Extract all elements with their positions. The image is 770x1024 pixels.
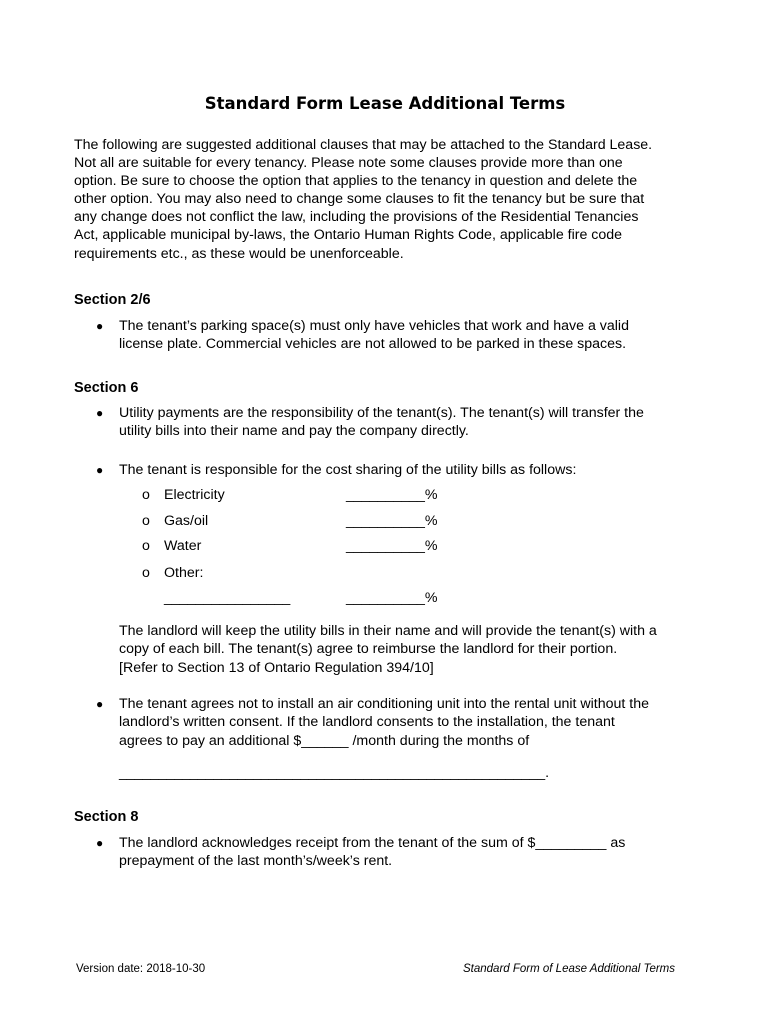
paragraph-line: The landlord will keep the utility bills in their name and will provide the tenant(s) with a [119,623,657,639]
intro-line: The following are suggested additional clauses that may be attached to the Standard Lease. [74,137,653,153]
bullet-text [119,695,719,750]
circle-bullet-icon: o [142,513,150,529]
bullet-text [119,404,719,441]
utility-percent-blank[interactable]: __________% [346,487,438,503]
circle-bullet-icon: o [142,565,150,581]
bullet-text [119,834,719,871]
circle-bullet-icon: o [142,487,150,503]
footer-version-date: Version date: 2018-10-30 [76,963,206,975]
months-blank-line[interactable]: ______________________________________________________. [119,765,550,781]
bullet-line: agrees to pay an additional $______ /month during the months of [119,732,530,749]
landlord-bills-paragraph [119,622,739,677]
intro-line: other option. You may also need to change some clauses to fit the tenancy but be sure that [74,191,645,208]
intro-paragraph [74,136,714,263]
bullet-line: prepayment of the last month’s/week’s rent. [119,853,393,870]
paragraph-line: [Refer to Section 13 of Ontario Regulation 394/10] [119,659,434,676]
intro-line: Not all are suitable for every tenancy. Please note some clauses provide more than one [74,155,623,172]
utility-label: Other: [164,565,204,581]
section-8-heading: Section 8 [74,809,139,825]
utility-label: Gas/oil [164,513,209,529]
bullet-text [119,461,719,479]
intro-line: Act, applicable municipal by-laws, the Ontario Human Rights Code, applicable fire code [74,227,623,244]
bullet-line: The tenant agrees not to install an air conditioning unit into the rental unit without the [119,696,650,712]
utility-percent-blank[interactable]: __________% [346,538,438,554]
bullet-line: Utility payments are the responsibility of the tenant(s). The tenant(s) will transfer the [119,405,644,421]
bullet-line: The landlord acknowledges receipt from the tenant of the sum of $_________ as [119,835,626,851]
paragraph-line: copy of each bill. The tenant(s) agree to reimburse the landlord for their portion. [119,641,618,658]
bullet-icon: ● [96,836,104,850]
footer-document-name: Standard Form of Lease Additional Terms [463,963,676,975]
intro-line: any change does not conflict the law, including the provisions of the Residential Tenancies [74,209,639,226]
utility-label: Water [164,538,202,554]
utility-label: Electricity [164,487,225,503]
intro-line: requirements etc., as these would be unenforceable. [74,245,404,262]
section-2-6-heading: Section 2/6 [74,292,151,308]
bullet-icon: ● [96,319,104,333]
utility-percent-blank[interactable]: __________% [346,590,438,606]
bullet-text [119,317,719,354]
bullet-icon: ● [96,406,104,420]
bullet-icon: ● [96,697,104,711]
bullet-line: The tenant is responsible for the cost sharing of the utility bills as follows: [119,462,577,478]
section-6-heading: Section 6 [74,380,139,396]
page-title: Standard Form Lease Additional Terms [204,94,566,113]
bullet-icon: ● [96,463,104,477]
circle-bullet-icon: o [142,538,150,554]
bullet-line: landlord’s written consent. If the landlord consents to the installation, the tenant [119,714,615,731]
intro-line: option. Be sure to choose the option that applies to the tenancy in question and delete the [74,173,638,190]
utility-percent-blank[interactable]: __________% [346,513,438,529]
bullet-line: license plate. Commercial vehicles are not allowed to be parked in these spaces. [119,336,627,353]
bullet-line: The tenant’s parking space(s) must only have vehicles that work and have a valid [119,318,629,334]
bullet-line: utility bills into their name and pay the company directly. [119,423,469,440]
other-utility-name-blank[interactable]: ________________ [164,590,291,606]
